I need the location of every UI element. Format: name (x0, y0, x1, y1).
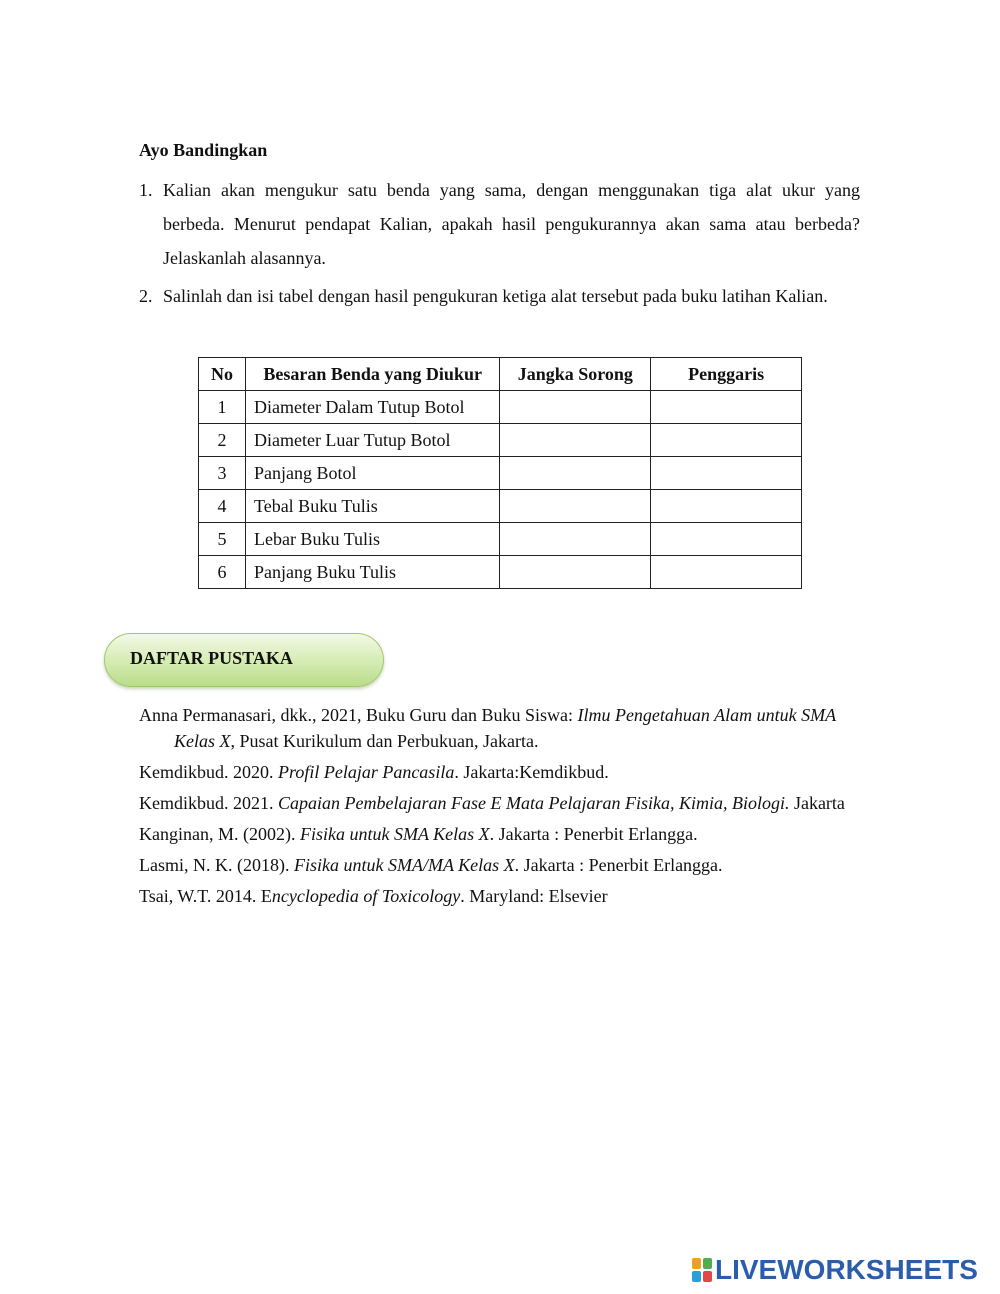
table-header-row (199, 358, 802, 391)
penggaris-cell[interactable] (651, 523, 802, 556)
header-no: No (199, 358, 246, 391)
logo-square-icon (692, 1271, 701, 1282)
reference-item (139, 821, 861, 847)
penggaris-cell[interactable] (651, 457, 802, 490)
reference-title: Profil Pelajar Pancasila (278, 762, 455, 782)
daftar-pustaka-badge (104, 633, 384, 687)
reference-item (139, 790, 861, 816)
reference-item (139, 883, 861, 909)
reference-text: . Jakarta:Kemdikbud. (454, 762, 609, 782)
daftar-pustaka-title: DAFTAR PUSTAKA (130, 648, 293, 668)
reference-title: Fisika untuk SMA/MA Kelas X (293, 855, 515, 875)
header-penggaris: Penggaris (651, 358, 802, 391)
row-number: 1 (199, 391, 246, 424)
row-number: 4 (199, 490, 246, 523)
row-number: 5 (199, 523, 246, 556)
row-item: Panjang Botol (245, 457, 499, 490)
table-row (199, 391, 802, 424)
reference-text: Anna Permanasari, dkk., 2021, Buku Guru dan Buku Siswa: (139, 705, 578, 725)
question-text: Kalian akan mengukur satu benda yang sama, dengan menggunakan tiga alat ukur yang berbeda. Menurut pendapat Kalian, apakah hasil pengukurannya akan sama atau berbeda? Jelaskanlah alasannya. (163, 180, 860, 268)
reference-text: Kemdikbud. 2020. (139, 762, 278, 782)
penggaris-cell[interactable] (651, 391, 802, 424)
reference-item (139, 702, 861, 754)
question-text: Salinlah dan isi tabel dengan hasil pengukuran ketiga alat tersebut pada buku latihan Kalian. (163, 286, 828, 306)
header-besaran: Besaran Benda yang Diukur (245, 358, 499, 391)
liveworksheets-logo[interactable] (692, 1255, 978, 1285)
jangka-sorong-cell[interactable] (500, 391, 651, 424)
penggaris-cell[interactable] (651, 556, 802, 589)
reference-title: ncyclopedia of Toxicology (271, 886, 461, 906)
row-number: 3 (199, 457, 246, 490)
reference-title: Ilmu Pengetahuan Alam untuk SMA Kelas X (174, 705, 836, 751)
row-item: Lebar Buku Tulis (245, 523, 499, 556)
table-row (199, 523, 802, 556)
reference-text: . Jakarta : Penerbit Erlangga. (489, 824, 698, 844)
reference-text: Lasmi, N. K. (2018). (139, 855, 294, 875)
reference-text: , Pusat Kurikulum dan Perbukuan, Jakarta. (230, 731, 539, 751)
reference-title: Fisika untuk SMA Kelas X (299, 824, 490, 844)
reference-text: Kanginan, M. (2002). (139, 824, 300, 844)
reference-item (139, 852, 861, 878)
table-row (199, 490, 802, 523)
liveworksheets-logo-text: LIVEWORKSHEETS (715, 1254, 978, 1285)
question-number: 2. (139, 286, 153, 306)
reference-title: Capaian Pembelajaran Fase E Mata Pelajaran Fisika, Kimia, Biologi. (278, 793, 790, 813)
table-row (199, 556, 802, 589)
reference-list (139, 702, 861, 914)
question-number: 1. (139, 180, 153, 200)
section-heading: Ayo Bandingkan (139, 140, 268, 160)
liveworksheets-icon (692, 1258, 712, 1282)
question-item (139, 173, 860, 275)
penggaris-cell[interactable] (651, 490, 802, 523)
jangka-sorong-cell[interactable] (500, 490, 651, 523)
reference-text: . Jakarta : Penerbit Erlangga. (514, 855, 723, 875)
question-item (139, 279, 860, 313)
jangka-sorong-cell[interactable] (500, 523, 651, 556)
logo-square-icon (692, 1258, 701, 1269)
header-jangka-sorong: Jangka Sorong (500, 358, 651, 391)
jangka-sorong-cell[interactable] (500, 424, 651, 457)
jangka-sorong-cell[interactable] (500, 457, 651, 490)
row-number: 6 (199, 556, 246, 589)
reference-text: Jakarta (789, 793, 845, 813)
row-item: Tebal Buku Tulis (245, 490, 499, 523)
jangka-sorong-cell[interactable] (500, 556, 651, 589)
reference-text: . Maryland: Elsevier (460, 886, 608, 906)
row-number: 2 (199, 424, 246, 457)
reference-text: Tsai, W.T. 2014. E (139, 886, 272, 906)
penggaris-cell[interactable] (651, 424, 802, 457)
row-item: Panjang Buku Tulis (245, 556, 499, 589)
logo-square-icon (703, 1271, 712, 1282)
logo-square-icon (703, 1258, 712, 1269)
row-item: Diameter Dalam Tutup Botol (245, 391, 499, 424)
reference-item (139, 759, 861, 785)
row-item: Diameter Luar Tutup Botol (245, 424, 499, 457)
measurement-table (198, 357, 802, 589)
table-row (199, 457, 802, 490)
reference-text: Kemdikbud. 2021. (139, 793, 278, 813)
table-row (199, 424, 802, 457)
